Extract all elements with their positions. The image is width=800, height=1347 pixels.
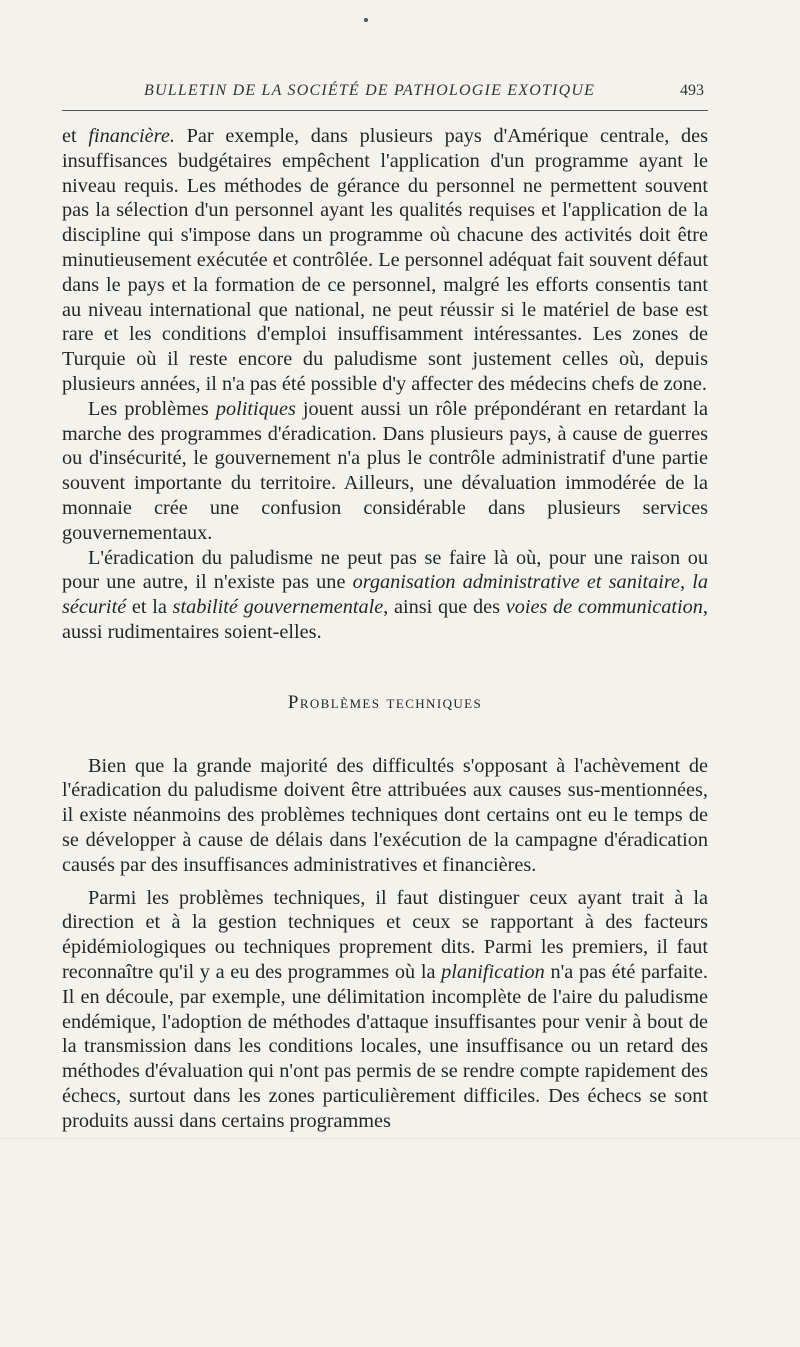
paragraph: Bien que la grande majorité des difficultés s'opposant à l'achèvement de l'éradication du paludisme doivent être attribuées aux causes sus-mentionnées, il existe néanmoins des problèmes techniques dont certains ont eu le temps de se développer à cause de délais dans l'exécution de la campagne d'éradication causés par des insuffisances administratives et financières. bbox=[62, 754, 708, 876]
text-run: L'éradication du paludisme ne peut pas se faire là où, pour une raison ou pour une autre, il n'existe pas une bbox=[62, 546, 708, 594]
italic-term: financière. bbox=[88, 125, 175, 147]
header-rule bbox=[62, 110, 708, 111]
italic-term: la sécurité bbox=[62, 571, 708, 619]
text-run: Parmi les problèmes techniques, il faut distinguer ceux ayant trait à la direction et à la gestion techniques et ceux se rapportant à des facteurs épidémiologiques ou techniques proprement dits. Parmi les premiers, il faut reconnaître qu'il y a eu des programmes où la bbox=[62, 886, 708, 983]
paragraph bbox=[62, 397, 708, 546]
text-run: , ainsi que des bbox=[383, 596, 506, 619]
italic-term: organisation administrative et sanitaire bbox=[352, 571, 681, 594]
text-run: , aussi rudimentaires soient-elles. bbox=[62, 596, 708, 643]
text-run: , bbox=[680, 571, 693, 594]
printer-mark bbox=[364, 18, 368, 22]
body-text bbox=[62, 124, 708, 1133]
text-run: et la bbox=[126, 596, 173, 619]
text-run: jouent aussi un rôle prépondérant en retardant la marche des programmes d'éradication. Dans plusieurs pays, à cause de guerres ou d'insécurité, le gouvernement n'a plus le contrôle administratif d'une partie souvent importante du territoire. Ailleurs, une dévaluation immodérée de la monnaie crée une confusion considérable dans plusieurs services gouvernementaux. bbox=[62, 397, 709, 544]
paragraph bbox=[62, 886, 708, 1134]
text-run: n'a pas été parfaite. Il en découle, par exemple, une délimitation incomplète de l'aire du paludisme endémique, l'adoption de méthodes d'attaque insuffisantes pour venir à bout de la transmission dans les conditions locales, une insuffisance ou un retard des méthodes d'évaluation qui n'ont pas permis de se rendre compte rapidement des échecs, surtout dans les zones particulièrement difficiles. Des échecs se sont produits aussi dans certains programmes bbox=[62, 960, 708, 1132]
running-title: BULLETIN DE LA SOCIÉTÉ DE PATHOLOGIE EXOTIQUE bbox=[144, 82, 596, 99]
page-header bbox=[62, 78, 708, 108]
italic-term: voies de communication bbox=[505, 596, 703, 619]
italic-term: politiques bbox=[215, 397, 296, 420]
paragraph bbox=[62, 546, 708, 645]
text-run: Par exemple, dans plusieurs pays d'Amérique centrale, des insuffisances budgétaires empêchent l'application d'un programme ayant le niveau requis. Les méthodes de gérance du personnel ne permettent souvent pas la sélection d'un personnel ayant les qualités requises et l'application de la discipline qui s'impose dans un programme où chacune des activités doit être minutieusement exécutée et contrôlée. Le personnel adéquat fait souvent défaut dans le pays et la formation de ce personnel, malgré les efforts consentis tant au niveau international que national, ne peut réussir si le matériel de base est rare et les conditions d'emploi insuffisamment intéressantes. Les zones de Turquie où il reste encore du paludisme sont justement celles où, depuis plusieurs années, il n'a pas été possible d'y affecter des médecins chefs de zone. bbox=[62, 125, 708, 395]
page-number: 493 bbox=[680, 82, 704, 99]
italic-term: stabilité gouvernementale bbox=[172, 596, 384, 619]
section-heading: Problèmes techniques bbox=[287, 691, 483, 713]
paragraph bbox=[62, 124, 708, 397]
italic-term: planification bbox=[441, 960, 545, 983]
text-run: et bbox=[62, 125, 89, 147]
scan-fold-line bbox=[0, 1138, 800, 1139]
text-run: Les problèmes bbox=[88, 397, 216, 420]
